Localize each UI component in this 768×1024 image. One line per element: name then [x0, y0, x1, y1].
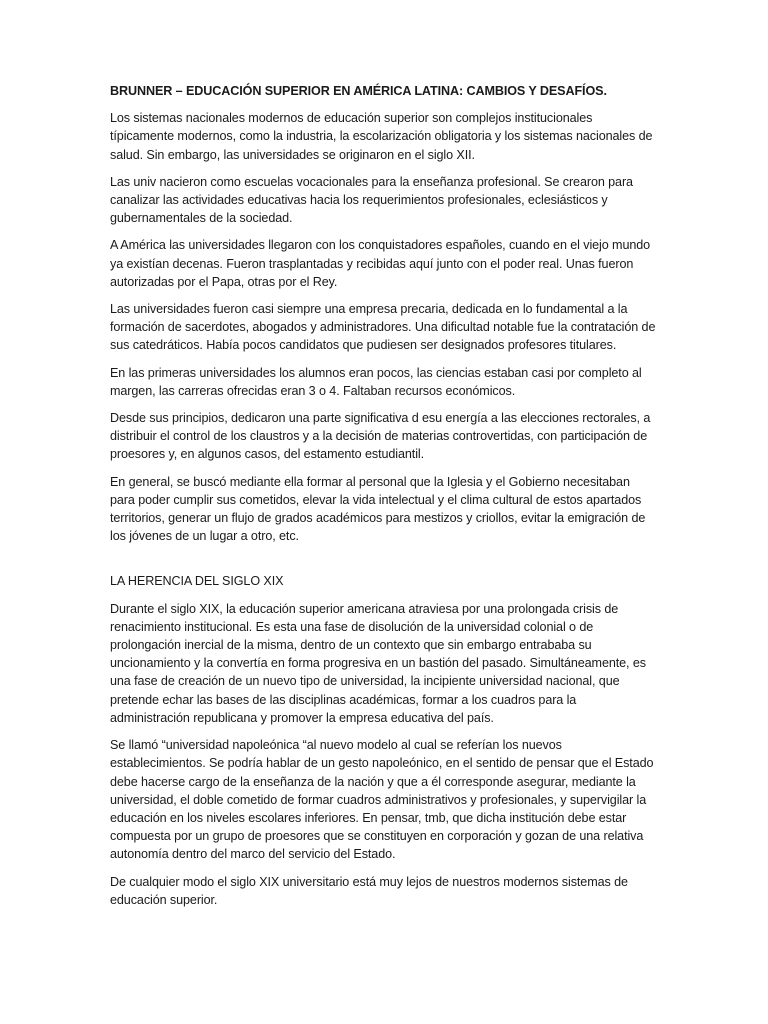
paragraph-8: Durante el siglo XIX, la educación superior americana atraviesa por una prolongada crisis de renacimiento institucional. Es esta una fase de disolución de la universidad colonial o de prolongación inercial de la misma, dentro de un contexto que sin embargo entrababa su uncionamiento y la convertía en forma progresiva en un bastión del pasado. Simultáneamente, es una fase de creación de un nuevo tipo de universidad, la incipiente universidad nacional, que pretende echar las bases de las disciplinas académicas, formar a los cuadros para la administración republicana y promover la empresa educativa del país.: [110, 601, 646, 725]
paragraph-10: De cualquier modo el siglo XIX universitario está muy lejos de nuestros modernos sistemas de educación superior.: [110, 874, 628, 907]
paragraph-9: Se llamó “universidad napoleónica “al nuevo modelo al cual se referían los nuevos establecimientos. Se podría hablar de un gesto napoleónico, en el sentido de pensar que el Estado debe hacerse cargo de la enseñanza de la nación y que a él corresponde asegurar, mediante la universidad, el doble cometido de formar cuadros administrativos y profesionales, y supervigilar la educación en los niveles escolares inferiores. En pensar, tmb, que dicha institución debe estar compuesta por un grupo de proesores que se constituyen en corporación y gozan de una relativa autonomía dentro del marco del servicio del Estado.: [110, 738, 654, 862]
paragraph-7: En general, se buscó mediante ella formar al personal que la Iglesia y el Gobierno necesitaban para poder cumplir sus cometidos, elevar la vida intelectual y el clima cultural de estos apartados territorios, generar un flujo de grados académicos para mestizos y criollos, evitar la emigración de los jóvenes de un lugar a otro, etc.: [110, 474, 646, 544]
paragraph-1: Los sistemas nacionales modernos de educación superior son complejos institucionales típicamente modernos, como la industria, la escolarización obligatoria y los sistemas nacionales de salud. Sin embargo, las universidades se originaron en el siglo XII.: [110, 111, 653, 162]
paragraph-6: Desde sus principios, dedicaron una parte significativa d esu energía a las elecciones rectorales, a distribuir el control de los claustros y a la decisión de materias controvertidas, con participación de proesores y, en algunos casos, del estamento estudiantil.: [110, 411, 651, 462]
section-heading: LA HERENCIA DEL SIGLO XIX: [110, 574, 284, 589]
paragraph-4: Las universidades fueron casi siempre una empresa precaria, dedicada en lo fundamental a la formación de sacerdotes, abogados y administradores. Una dificultad notable fue la contratación de sus catedráticos. Había pocos candidatos que pudiesen ser designados profesores titulares.: [110, 302, 656, 353]
paragraph-2: Las univ nacieron como escuelas vocacionales para la enseñanza profesional. Se crearon para canalizar las actividades educativas hacia los requerimientos profesionales, eclesiásticos y gubernamentales de la sociedad.: [110, 174, 633, 226]
document-title: BRUNNER – EDUCACIÓN SUPERIOR EN AMÉRICA LATINA: CAMBIOS Y DESAFÍOS.: [110, 84, 607, 98]
document-body: [110, 82, 658, 918]
paragraph-3: A América las universidades llegaron con los conquistadores españoles, cuando en el viejo mundo ya existían decenas. Fueron trasplantadas y recibidas aquí junto con el poder real. Unas fueron autorizadas por el Papa, otras por el Rey.: [110, 238, 651, 289]
paragraph-5: En las primeras universidades los alumnos eran pocos, las ciencias estaban casi por completo al margen, las carreras ofrecidas eran 3 o 4. Faltaban recursos económicos.: [110, 365, 642, 398]
